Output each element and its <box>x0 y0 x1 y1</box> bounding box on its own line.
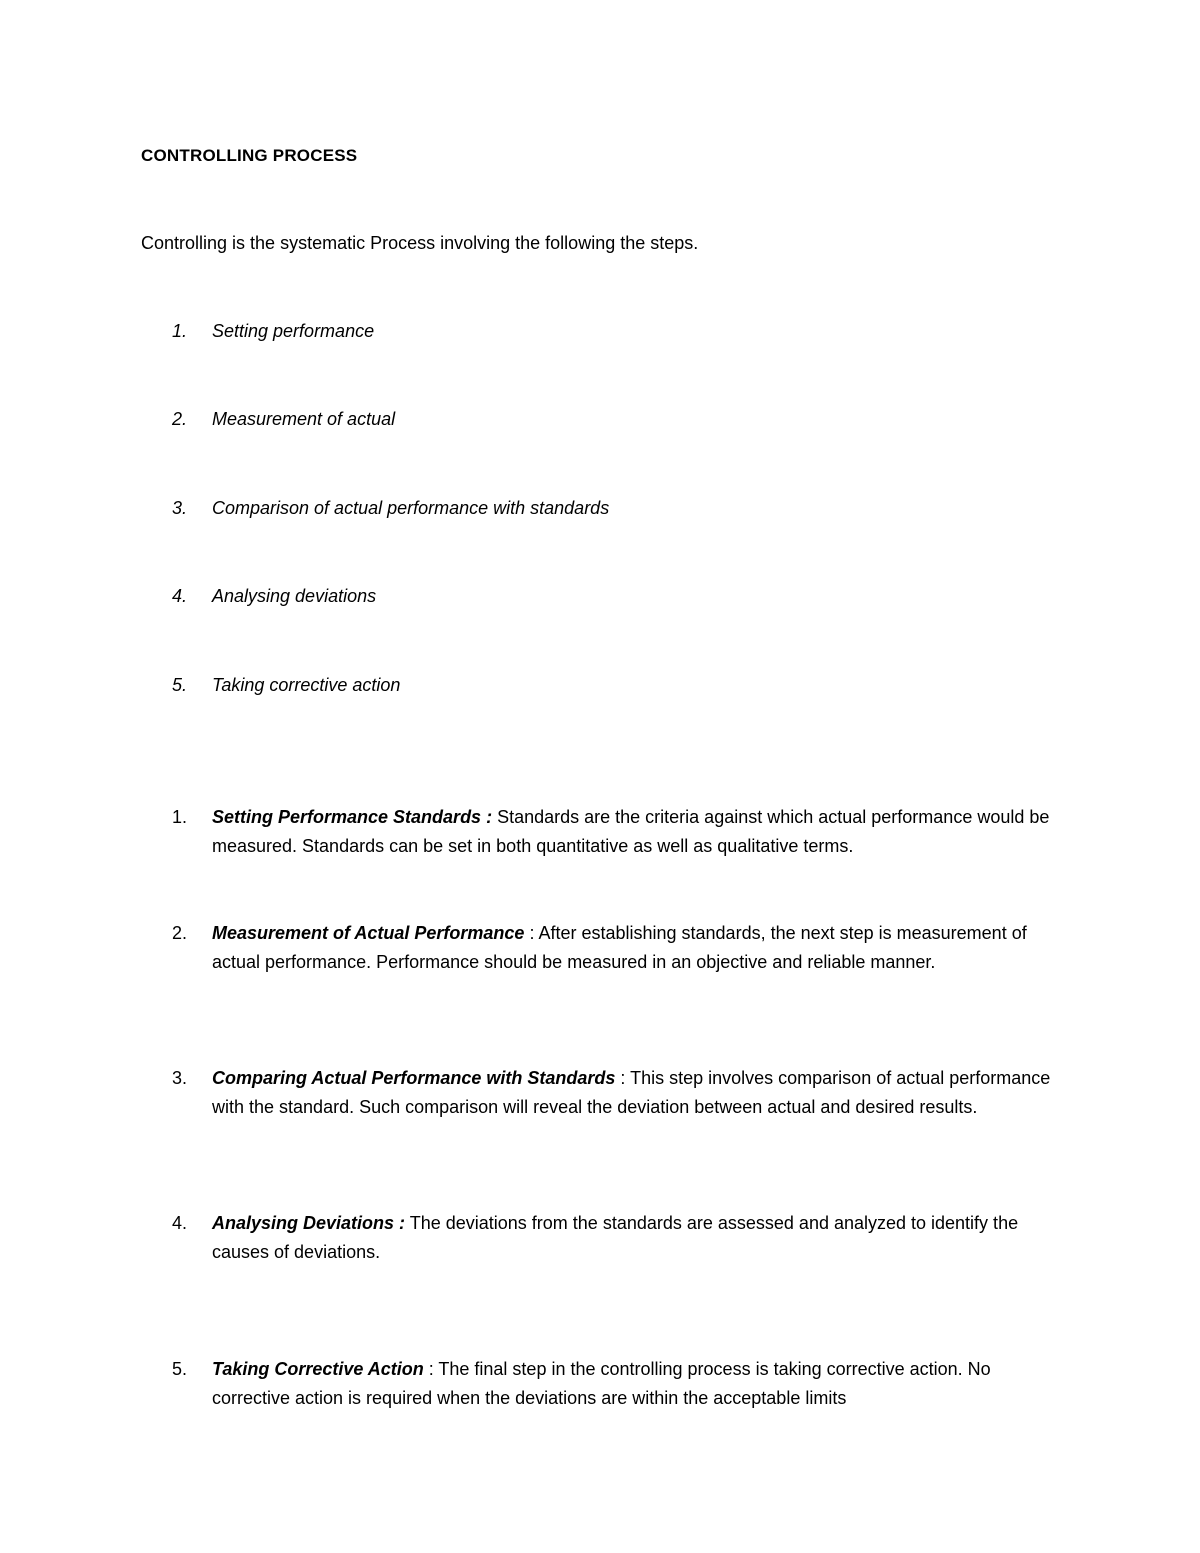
detail-term: Analysing Deviations : <box>212 1213 406 1233</box>
document-title: CONTROLLING PROCESS <box>141 146 358 165</box>
detail-item <box>172 1355 1062 1413</box>
step-text: Taking corrective action <box>212 675 401 695</box>
step-number: 4. <box>172 586 188 606</box>
step-text: Setting performance <box>212 321 375 341</box>
detail-text: : After establishing standards, the next step is measurement of actual performance. Performance should be measured in an objective and reliable manner. <box>212 923 1027 972</box>
detail-number: 3. <box>172 1068 188 1088</box>
detail-number: 1. <box>172 807 188 827</box>
step-text: Analysing deviations <box>212 586 377 606</box>
detail-body <box>212 803 1062 861</box>
step-text: Comparison of actual performance with standards <box>212 498 610 518</box>
intro-paragraph: Controlling is the systematic Process involving the following the steps. <box>141 233 699 253</box>
step-number: 5. <box>172 675 188 695</box>
step-item <box>172 675 400 696</box>
detail-body <box>212 1209 1062 1267</box>
detail-text: : The final step in the controlling process is taking corrective action. No corrective action is required when the deviations are within the acceptable limits <box>212 1359 991 1408</box>
step-item <box>172 498 609 519</box>
detail-text: The deviations from the standards are assessed and analyzed to identify the causes of deviations. <box>212 1213 1019 1262</box>
detail-term: Comparing Actual Performance with Standards <box>212 1068 616 1088</box>
step-item <box>172 321 374 342</box>
detail-body <box>212 1064 1062 1122</box>
detail-number: 4. <box>172 1213 188 1233</box>
detail-number: 2. <box>172 923 188 943</box>
detail-body <box>212 919 1062 977</box>
step-number: 3. <box>172 498 188 518</box>
detail-term: Taking Corrective Action <box>212 1359 424 1379</box>
step-item <box>172 586 376 607</box>
detail-number: 5. <box>172 1359 188 1379</box>
detail-item <box>172 1209 1062 1267</box>
detail-item <box>172 919 1062 977</box>
step-text: Measurement of actual <box>212 409 396 429</box>
detail-term: Measurement of Actual Performance <box>212 923 525 943</box>
detail-item <box>172 1064 1062 1122</box>
detail-body <box>212 1355 1062 1413</box>
detail-term: Setting Performance Standards : <box>212 807 493 827</box>
detail-text: Standards are the criteria against which actual performance would be measured. Standards can be set in both quantitative as well as qualitative terms. <box>212 807 1050 856</box>
detail-text: : This step involves comparison of actual performance with the standard. Such comparison will reveal the deviation between actual and desired results. <box>212 1068 1051 1117</box>
step-item <box>172 409 395 430</box>
step-number: 1. <box>172 321 188 341</box>
step-number: 2. <box>172 409 188 429</box>
detail-item <box>172 803 1062 861</box>
